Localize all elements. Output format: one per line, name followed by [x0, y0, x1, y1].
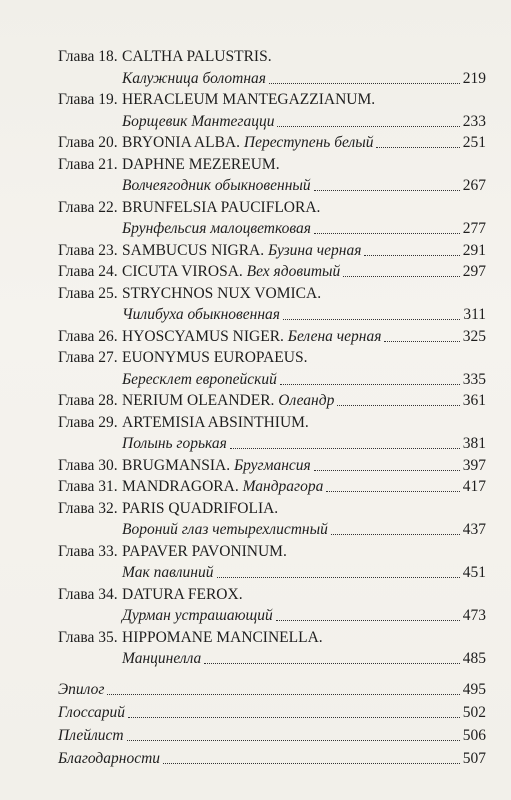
toc-entry [58, 627, 486, 649]
section-title: Глоссарий [58, 703, 126, 721]
dot-leader [269, 83, 460, 84]
chapter-title [122, 455, 311, 477]
toc-entry [58, 455, 486, 477]
toc-entry [58, 132, 486, 154]
latin-name: BRUGMANSIA. [122, 456, 231, 474]
dot-leader [283, 319, 460, 320]
latin-name: SAMBUCUS NIGRA. [122, 241, 265, 259]
russian-name: Мандрагора [242, 478, 324, 495]
page-number: 219 [462, 69, 486, 87]
toc-entry [58, 476, 486, 498]
page-number: 311 [463, 306, 486, 323]
russian-name: Переступень белый [243, 134, 374, 151]
chapter-title [122, 283, 321, 305]
russian-name: Полынь горькая [122, 435, 227, 452]
page-number: 417 [462, 478, 486, 495]
latin-name: ARTEMISIA ABSINTHIUM. [122, 413, 309, 431]
latin-name: BRYONIA ALBA. [122, 134, 240, 151]
chapter-number: Глава 35. [58, 628, 118, 646]
latin-name: PARIS QUADRIFOLIA. [122, 499, 279, 517]
dot-leader [314, 233, 460, 234]
chapter-number: Глава 28. [58, 392, 118, 409]
page-number: 397 [462, 456, 486, 474]
chapter-number: Глава 34. [58, 585, 118, 603]
latin-name: PAPAVER PAVONINUM. [122, 542, 287, 560]
dot-leader [343, 276, 459, 277]
latin-name: NERIUM OLEANDER. [122, 392, 275, 409]
page-number: 291 [462, 241, 486, 259]
toc-entry-continuation [58, 111, 486, 133]
table-of-contents [58, 46, 486, 770]
dot-leader [128, 717, 460, 718]
chapter-title [122, 197, 320, 219]
chapter-title [122, 240, 361, 262]
toc-entry [58, 46, 486, 68]
chapter-title [122, 584, 243, 606]
chapter-title [122, 390, 334, 412]
latin-name: BRUNFELSIA PAUCIFLORA. [122, 198, 321, 216]
dot-leader [276, 620, 460, 621]
latin-name: DAPHNE MEZEREUM. [122, 155, 280, 173]
dot-leader [217, 577, 460, 578]
page-number: 495 [462, 680, 486, 698]
page-number: 437 [462, 521, 486, 538]
toc-entry-continuation [58, 218, 486, 240]
russian-name: Бругмансия [233, 456, 311, 474]
dot-leader [314, 470, 460, 471]
latin-name: HERACLEUM MANTEGAZZIANUM. [122, 91, 376, 108]
latin-name: MANDRAGORA. [122, 478, 239, 495]
toc-entry-continuation [58, 562, 486, 584]
chapter-title [122, 261, 340, 283]
chapter-title [122, 89, 375, 111]
chapter-number: Глава 25. [58, 284, 118, 302]
chapter-number: Глава 19. [58, 91, 118, 108]
toc-entry-back-matter [58, 701, 486, 724]
section-title: Благодарности [58, 749, 161, 767]
section-gap [58, 670, 486, 678]
latin-name: CALTHA PALUSTRIS. [122, 48, 272, 65]
section-title: Эпилог [58, 680, 105, 698]
toc-entry [58, 347, 486, 369]
dot-leader [230, 448, 460, 449]
toc-entry [58, 283, 486, 305]
chapter-number: Глава 20. [58, 134, 118, 151]
chapter-number: Глава 23. [58, 241, 118, 259]
toc-entry-continuation [58, 433, 486, 455]
russian-name: Дурман устрашающий [122, 607, 273, 624]
latin-name: CICUTA VIROSA. [122, 263, 243, 280]
page-number: 381 [462, 435, 486, 452]
chapter-number: Глава 31. [58, 478, 118, 495]
chapter-number: Глава 18. [58, 48, 118, 65]
chapter-number: Глава 22. [58, 198, 118, 216]
dot-leader [314, 190, 460, 191]
toc-entry [58, 326, 486, 348]
chapter-title [122, 132, 373, 154]
dot-leader [326, 491, 459, 492]
toc-entry-continuation [58, 648, 486, 670]
chapter-number: Глава 26. [58, 327, 118, 345]
page-number: 502 [462, 703, 486, 721]
chapter-number: Глава 30. [58, 456, 118, 474]
russian-name: Брунфельсия малоцветковая [122, 220, 311, 237]
dot-leader [277, 126, 459, 127]
russian-name: Вех ядовитый [246, 263, 341, 280]
latin-name: EUONYMUS EUROPAEUS. [122, 349, 308, 366]
page-number: 277 [462, 220, 486, 237]
page-number: 335 [462, 370, 486, 388]
page-number: 297 [462, 263, 486, 280]
chapter-title [122, 46, 272, 68]
toc-entry [58, 197, 486, 219]
page-number: 507 [462, 749, 486, 767]
page-number: 485 [462, 650, 486, 667]
chapter-title [122, 154, 280, 176]
chapter-title [122, 498, 278, 520]
russian-name: Мак павлиний [122, 564, 214, 581]
chapter-title [122, 541, 287, 563]
toc-entry [58, 541, 486, 563]
chapter-title [122, 326, 381, 348]
russian-name: Белена черная [287, 327, 382, 345]
russian-name: Бересклет европейский [122, 370, 277, 388]
page-number: 451 [462, 564, 486, 581]
page-number: 361 [462, 392, 486, 409]
toc-entry [58, 584, 486, 606]
dot-leader [364, 255, 459, 256]
latin-name: HIPPOMANE MANCINELLA. [122, 628, 323, 646]
russian-name: Вороний глаз четырехлистный [122, 521, 328, 538]
toc-entry-back-matter [58, 678, 486, 701]
toc-entry-continuation [58, 369, 486, 391]
toc-entry [58, 498, 486, 520]
russian-name: Олеандр [278, 392, 335, 409]
toc-entry-continuation [58, 519, 486, 541]
dot-leader [127, 740, 460, 741]
dot-leader [376, 147, 459, 148]
latin-name: STRYCHNOS NUX VOMICA. [122, 284, 322, 302]
russian-name: Бузина черная [268, 241, 362, 259]
latin-name: DATURA FEROX. [122, 585, 243, 603]
page-number: 325 [462, 327, 486, 345]
toc-entry-continuation [58, 175, 486, 197]
toc-entry [58, 154, 486, 176]
page-number: 251 [462, 134, 486, 151]
page-number: 233 [462, 112, 486, 130]
toc-entry [58, 390, 486, 412]
dot-leader [384, 341, 459, 342]
dot-leader [163, 763, 460, 764]
dot-leader [331, 534, 460, 535]
chapter-number: Глава 27. [58, 349, 118, 366]
chapter-number: Глава 32. [58, 499, 118, 517]
chapter-number: Глава 24. [58, 263, 118, 280]
toc-entry [58, 261, 486, 283]
toc-entry-continuation [58, 304, 486, 326]
toc-entry-continuation [58, 605, 486, 627]
chapter-number: Глава 33. [58, 542, 118, 560]
chapter-number: Глава 21. [58, 155, 118, 173]
toc-entry-back-matter [58, 724, 486, 747]
chapter-number: Глава 29. [58, 413, 118, 431]
dot-leader [204, 663, 459, 664]
toc-entry [58, 89, 486, 111]
chapter-title [122, 627, 323, 649]
dot-leader [337, 405, 459, 406]
toc-entry-continuation [58, 68, 486, 90]
page-number: 473 [462, 607, 486, 624]
russian-name: Чилибуха обыкновенная [122, 306, 280, 323]
latin-name: HYOSCYAMUS NIGER. [122, 327, 284, 345]
dot-leader [280, 384, 460, 385]
toc-entry [58, 412, 486, 434]
toc-entry-back-matter [58, 747, 486, 770]
russian-name: Волчеягодник обыкновенный [122, 177, 311, 194]
page-number: 506 [462, 726, 486, 744]
toc-entry [58, 240, 486, 262]
section-title: Плейлист [58, 726, 124, 744]
chapter-title [122, 347, 307, 369]
russian-name: Борщевик Мантегацци [122, 112, 275, 130]
page-number: 267 [462, 177, 486, 194]
chapter-title [122, 476, 323, 498]
dot-leader [107, 694, 459, 695]
russian-name: Калужница болотная [122, 69, 267, 87]
chapter-title [122, 412, 309, 434]
russian-name: Манцинелла [122, 650, 202, 667]
